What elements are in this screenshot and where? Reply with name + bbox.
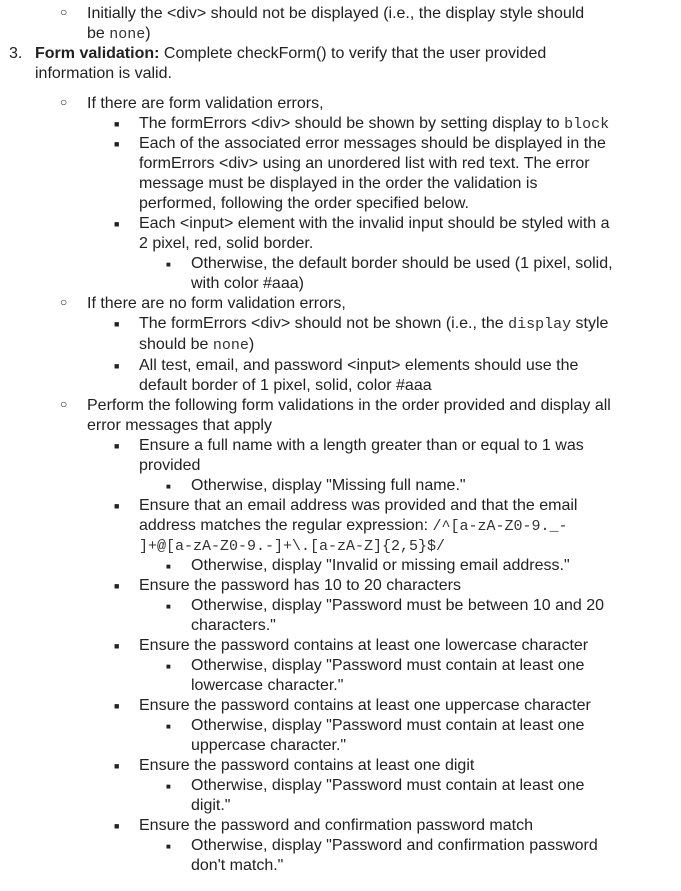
square-bullet-icon: ■ bbox=[166, 722, 171, 731]
square-bullet-icon: ■ bbox=[166, 562, 171, 571]
square-bullet-icon: ■ bbox=[114, 319, 120, 329]
validation-full-name: ■ Ensure a full name with a length greater than or equal to 1 was provided bbox=[114, 437, 584, 474]
square-bullet-icon: ■ bbox=[114, 581, 120, 591]
section-form-validation bbox=[0, 44, 681, 84]
text-line: be none) bbox=[87, 25, 151, 43]
list-item-errors-case bbox=[0, 94, 681, 114]
square-bullet-icon: ■ bbox=[114, 501, 120, 511]
validation-error-message: ■ Otherwise, display "Missing full name." bbox=[166, 477, 466, 494]
square-bullet-icon: ■ bbox=[166, 662, 171, 671]
list-item-no-errors-case bbox=[0, 294, 681, 314]
document-page bbox=[0, 4, 681, 876]
validation-email: ■ Ensure that an email address was provided and that the email address matches the regular expression: /^[a-zA-Z0-9._- ]+@[a-zA-Z0-9.-]+\.[a-zA-Z]{2,5}$/ bbox=[114, 497, 578, 555]
validation-error-message: ■ Otherwise, display "Password must contain at least one uppercase character." bbox=[166, 717, 585, 754]
list-item: ■ Each <input> element with the invalid input should be styled with a 2 pixel, red, solid border. bbox=[114, 215, 610, 252]
list-item-initial-display bbox=[0, 4, 681, 44]
list-item: ■ Each of the associated error messages should be displayed in the formErrors <div> using an unordered list with red text. The error message must be displayed in the order the validation is performed, following the order specified below. bbox=[114, 135, 606, 212]
list-item: ■ The formErrors <div> should not be shown (i.e., the display style should be none) bbox=[114, 315, 609, 354]
section-description: information is valid. bbox=[35, 65, 172, 82]
list-item: ■ Otherwise, the default border should be used (1 pixel, solid, with color #aaa) bbox=[166, 255, 613, 292]
validation-error-message: ■ Otherwise, display "Password must be between 10 and 20 characters." bbox=[166, 597, 605, 634]
square-bullet-icon: ■ bbox=[114, 441, 120, 451]
square-bullet-icon: ■ bbox=[166, 602, 171, 611]
validation-password-uppercase: ■ Ensure the password contains at least one uppercase character bbox=[114, 697, 591, 714]
validation-password-lowercase: ■ Ensure the password contains at least one lowercase character bbox=[114, 637, 589, 654]
validation-password-length: ■ Ensure the password has 10 to 20 characters bbox=[114, 577, 461, 594]
square-bullet-icon: ■ bbox=[166, 482, 171, 491]
validation-password-digit: ■ Ensure the password contains at least one digit bbox=[114, 757, 475, 774]
validation-error-message: ■ Otherwise, display "Invalid or missing email address." bbox=[166, 557, 570, 574]
circle-bullet-icon: ○ bbox=[60, 295, 68, 309]
list-item-label: If there are form validation errors, bbox=[87, 95, 324, 112]
circle-bullet-icon: ○ bbox=[60, 5, 68, 19]
square-bullet-icon: ■ bbox=[114, 139, 120, 149]
square-bullet-icon: ■ bbox=[114, 119, 120, 129]
square-bullet-icon: ■ bbox=[166, 260, 171, 269]
section-number: 3. bbox=[9, 45, 23, 62]
square-bullet-icon: ■ bbox=[166, 842, 171, 851]
validation-password-match: ■ Ensure the password and confirmation password match bbox=[114, 817, 533, 834]
square-bullet-icon: ■ bbox=[114, 361, 120, 371]
list-item-validations: ○ Perform the following form validations in the order provided and display all error messages that apply bbox=[60, 397, 611, 434]
validation-error-message: ■ Otherwise, display "Password must contain at least one lowercase character." bbox=[166, 657, 585, 694]
list-item: ■ All test, email, and password <input> elements should use the default border of 1 pixel, solid, color #aaa bbox=[114, 357, 579, 394]
square-bullet-icon: ■ bbox=[114, 701, 120, 711]
validation-error-message: ■ Otherwise, display "Password and confirmation password don't match." bbox=[166, 837, 598, 874]
square-bullet-icon: ■ bbox=[166, 782, 171, 791]
section-description: Complete checkForm() to verify that the user provided bbox=[159, 45, 547, 62]
square-bullet-icon: ■ bbox=[114, 761, 120, 771]
square-bullet-icon: ■ bbox=[114, 219, 120, 229]
square-bullet-icon: ■ bbox=[114, 821, 120, 831]
text-line: Initially the <div> should not be displayed (i.e., the display style should bbox=[87, 5, 585, 22]
list-item-label: If there are no form validation errors, bbox=[87, 295, 346, 312]
circle-bullet-icon: ○ bbox=[60, 95, 68, 109]
list-item: ■ The formErrors <div> should be shown by setting display to block bbox=[114, 115, 610, 133]
validation-error-message: ■ Otherwise, display "Password must contain at least one digit." bbox=[166, 777, 585, 814]
square-bullet-icon: ■ bbox=[114, 641, 120, 651]
section-title: Form validation: bbox=[35, 45, 160, 62]
circle-bullet-icon: ○ bbox=[60, 397, 68, 411]
